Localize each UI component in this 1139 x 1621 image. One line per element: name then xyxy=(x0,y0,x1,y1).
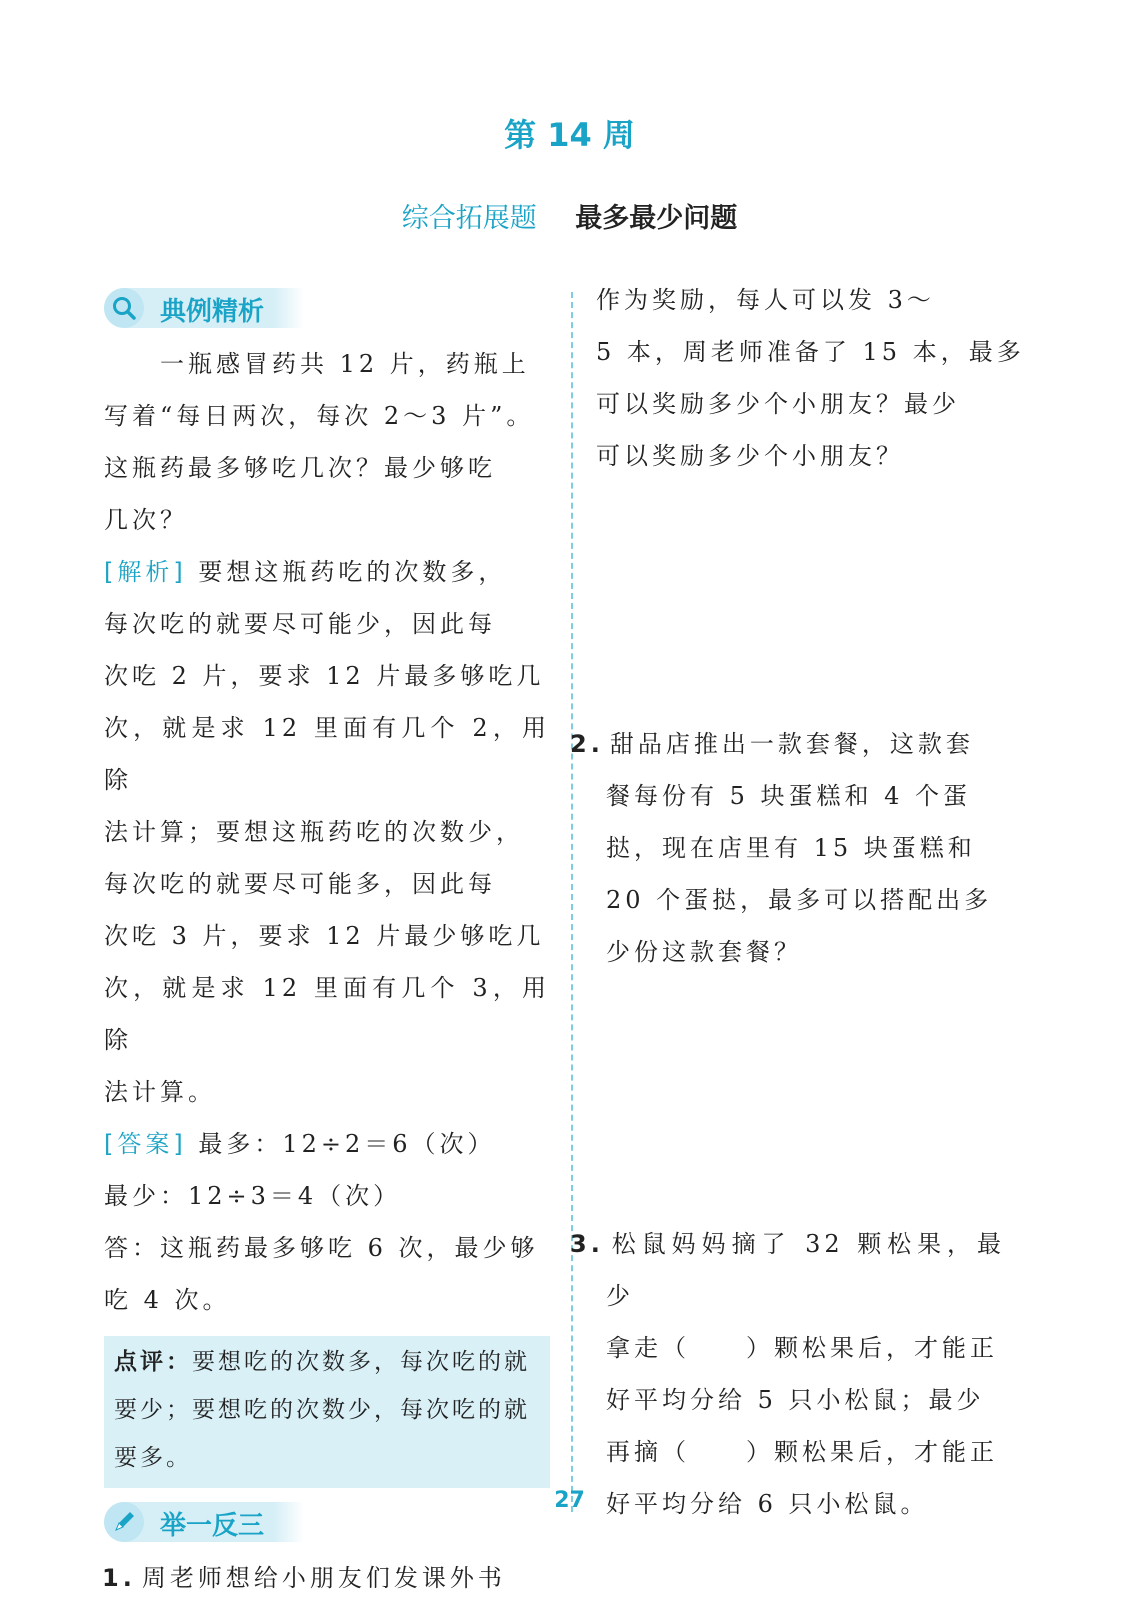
topic-label: 最多最少问题 xyxy=(575,203,738,234)
example-heading xyxy=(104,288,304,328)
practice-heading-label: 举一反三 xyxy=(160,1511,265,1541)
answer-text: [答案] 最多：12÷2＝6（次） 最少：12÷3＝4（次） 答：这瓶药最多够吃 6 次，最少够 吃 4 次。 xyxy=(104,1130,539,1314)
category-label: 综合拓展题 xyxy=(401,203,537,234)
question-3-number: 3. xyxy=(570,1230,604,1258)
question-1-start: 1. 周老师想给小朋友们发课外书 xyxy=(102,1564,506,1592)
left-column xyxy=(104,288,550,1604)
example-heading-label: 典例精析 xyxy=(160,297,265,327)
analysis-text: [解析] 要想这瓶药吃的次数多， 每次吃的就要尽可能少，因此每 次吃 2 片，要求 12 片最多够吃几 次，就是求 12 里面有几个 2，用除 法计算；要想这瓶药吃的次数少， 每次吃的就要尽可能多，因此每 次吃 3 片，要求 12 片最少够吃几 次，就是求 12 里面有几个 3，用除 法计算。 xyxy=(104,558,550,1106)
problem-text: 一瓶感冒药共 12 片，药瓶上 xyxy=(160,350,530,378)
analysis-tag: [解析] xyxy=(104,558,187,586)
comment-box: 点评：要想吃的次数多，每次吃的就 要少；要想吃的次数少，每次吃的就 要多。 xyxy=(104,1336,550,1488)
problem-text-cont: 写着“每日两次，每次 2～3 片”。 这瓶药最多够吃几次？最少够吃 几次？ xyxy=(104,402,535,534)
question-3: 3. 松鼠妈妈摘了 32 颗松果，最少 拿走（ ）颗松果后，才能正 好平均分给 5 只小松鼠；最少 再摘（ ）颗松果后，才能正 好平均分给 6 只小松鼠。 xyxy=(570,1230,1005,1518)
question-2-number: 2. xyxy=(570,730,604,758)
page-number: 27 xyxy=(554,1488,585,1513)
answer-tag: [答案] xyxy=(104,1130,187,1158)
magnifier-icon xyxy=(104,288,144,328)
page-title: 第 14 周 xyxy=(504,116,635,154)
comment-tag: 点评： xyxy=(114,1349,192,1375)
section-subtitle xyxy=(0,196,1139,235)
question-1-continued: 作为奖励，每人可以发 3～ 5 本，周老师准备了 15 本，最多 可以奖励多少个小朋友？最少 可以奖励多少个小朋友？ xyxy=(596,286,1025,470)
question-1-number: 1. xyxy=(102,1564,136,1592)
question-2: 2. 甜品店推出一款套餐，这款套 餐每份有 5 块蛋糕和 4 个蛋 挞，现在店里有 15 块蛋糕和 20 个蛋挞，最多可以搭配出多 少份这款套餐？ xyxy=(570,730,993,966)
